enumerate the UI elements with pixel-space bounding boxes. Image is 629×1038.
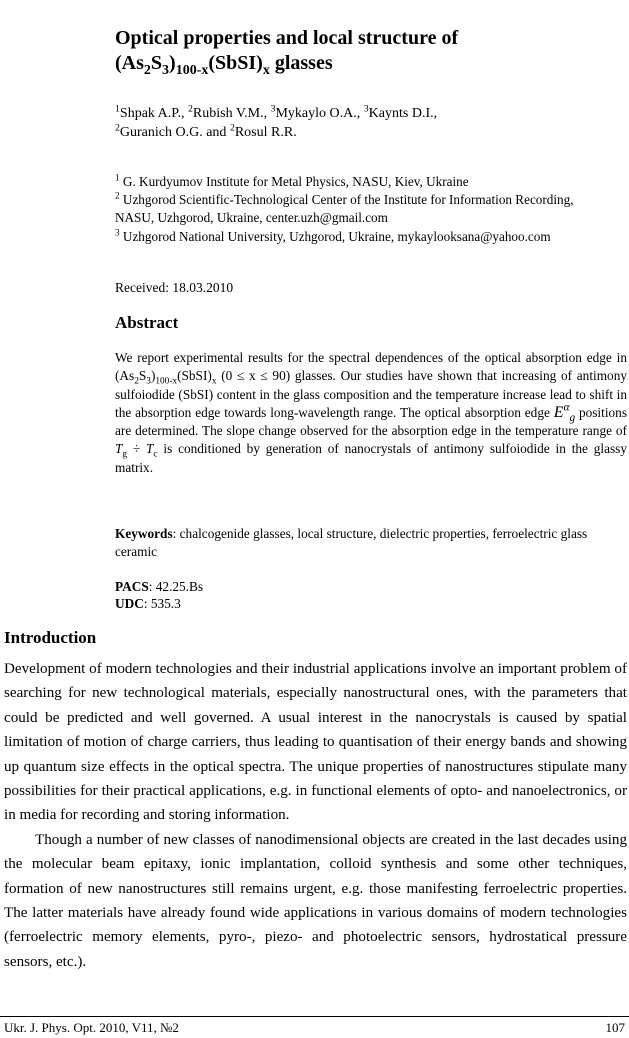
intro-paragraph: Development of modern technologies and their industrial applications involve an important problem of searching for new technological materials, especially nanostructural ones, with the parameters that could be predicted and well governed. A usual interest in the nanocrystals is caused by spatial limitation of motion of charge carriers, thus leading to quantisation of their energy bands and showing up quantum size effects in the optical spectra. The unique properties of nanostructures stipulate many possibilities for their practical applications, e.g. in functional elements of opto- and nanoelectronics, or in media for recording and storing information.	[4, 661, 627, 824]
abstract-heading: Abstract	[115, 313, 179, 332]
footer-journal: Ukr. J. Phys. Opt. 2010, V11, №2	[4, 1020, 179, 1035]
eg-symbol: $E^\alpha_g$	[553, 401, 576, 425]
affiliations	[115, 173, 595, 246]
author-name: Rosul R.R.	[234, 125, 297, 140]
page-number: 107	[605, 1020, 625, 1035]
author-name: Shpak A.P.,	[119, 106, 188, 121]
author-name: Rubish V.M.,	[192, 106, 271, 121]
author-name: Kaynts D.I.,	[368, 106, 438, 121]
intro-paragraph: Though a number of new classes of nanodimensional objects are created in the last decades using the molecular beam epitaxy, ionic implantation, colloid synthesis and some other techniques, formation of new nanostructures still remains urgent, e.g. those manifesting ferroelectric properties. The latter materials have already found wide applications in various domains of modern technologies (ferroelectric memory elements, pyro-, piezo- and photoelectric sensors, hydrostatical pressure sensors, etc.).	[4, 831, 627, 970]
affiliation-1: $^1$ G. Kurdyumov Institute for Metal Physics, NASU, Kiev, Ukraine	[115, 172, 469, 189]
author-line-2: $^2$Guranich O.G. and $^2$Rosul R.R.	[115, 122, 297, 140]
affiliation-3: $^3$ Uzhgorod National University, Uzhgorod, Ukraine, mykaylooksana@yahoo.com	[115, 227, 551, 244]
footer-rule	[0, 1016, 629, 1017]
title-line-1: Optical properties and local structure of	[115, 27, 459, 49]
udc-code: UDC: 535.3	[115, 595, 181, 611]
affiliation-2: $^2$ Uzhgorod Scientific-Technological Center of the Institute for Information Recording, NASU, Uzhgorod, Ukraine, center.uzh@gmail.com	[115, 190, 574, 226]
paper-title	[115, 26, 585, 76]
keywords: Keywords: chalcogenide glasses, local structure, dielectric properties, ferroelectric glass ceramic	[115, 526, 588, 560]
author-line-1: $^1$Shpak A.P., $^2$Rubish V.M., $^3$Mykaylo O.A., $^3$Kaynts D.I.,	[115, 103, 438, 121]
introduction-heading: Introduction	[4, 628, 97, 647]
introduction-body	[4, 657, 627, 974]
author-list	[115, 104, 585, 142]
author-name: Mykaylo O.A.,	[275, 106, 364, 121]
abstract-text: We report experimental results for the spectral dependences of the optical absorption edge in $(As_2S_3)_{100-x}(SbSI)_x$ (0 ≤ x ≤ 90) glasses. Our studies have shown that increasing of antimony sulfoiodide (SbSI) content in the glass composition and the temperature increase lead to shift in the absorption edge towards long-wavelength range. The optical absorption edge $E^\alpha_g$ positions are determined. The slope change observed for the absorption edge in the temperature range of $T_g \div T_c$ is conditioned by generation of nanocrystals of antimony sulfoiodide in the glassy matrix.	[115, 350, 628, 475]
classification-codes	[115, 579, 203, 612]
author-name: Guranich O.G. and	[119, 125, 230, 140]
title-line-2: $(As_2S_3)_{100-x}(SbSI)_x$ glasses	[115, 52, 333, 78]
received-date: Received: 18.03.2010	[115, 280, 234, 295]
pacs-code: PACS: 42.25.Bs	[115, 579, 204, 594]
